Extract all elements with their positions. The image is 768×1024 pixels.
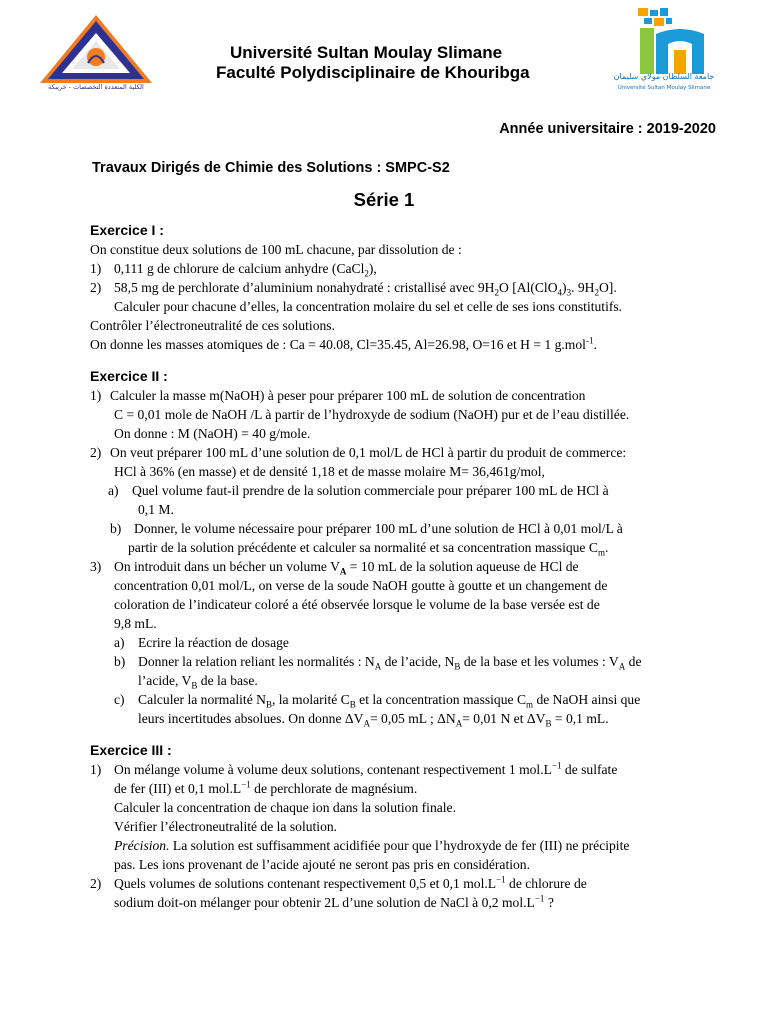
left-logo-text: الكلية المتعددة التخصصات - خريبكة [48, 83, 144, 91]
ex2-q3-line3: coloration de l’indicateur coloré a été observée lorsque le volume de la base versée est de [114, 597, 600, 612]
ex2-q3b-line2: l’acide, $V_B$ de la base. [138, 673, 258, 691]
ex1-intro: On constitue deux solutions de 100 mL chacune, par dissolution de : [90, 242, 462, 257]
ex3-q1-line2: de fer (III) et 0,1 $mol.L^{-1}$ de perchlorate de magnésium. [114, 779, 418, 796]
ex3-q1-line1: 1) On mélange volume à volume deux solutions, contenant respectivement 1 $mol.L^{-1}$ de sulfate [90, 760, 618, 777]
faculty-name: Faculté Polydisciplinaire de Khouribga [216, 63, 530, 82]
exercise-1-title: Exercice I : [90, 222, 164, 238]
academic-year: Année universitaire : 2019-2020 [499, 121, 716, 137]
ex2-q3a: a) Ecrire la réaction de dosage [114, 635, 289, 650]
ex3-q1-line5: Précision. La solution est suffisamment acidifiée pour que l’hydroxyde de fer (III) ne précipite [114, 838, 630, 853]
ex3-q1-line3: Calculer la concentration de chaque ion dans la solution finale. [114, 800, 456, 815]
exercise-1 [90, 240, 730, 354]
ex2-q1-line3: On donne : M (NaOH) = 40 g/mole. [114, 426, 311, 441]
ex1-calc: Calculer pour chacune d’elles, la concentration molaire du sel et celle de ses ions constitutifs. [114, 299, 623, 314]
exercise-2-title: Exercice II : [90, 368, 168, 384]
right-logo-text-fr: Université Sultan Moulay Slimane [617, 85, 711, 91]
ex2-q1-line2: C = 0,01 mole de NaOH /L à partir de l’hydroxyde de sodium (NaOH) pur et de l’eau distillée. [114, 407, 630, 422]
ex2-q3c-line1: c) Calculer la normalité $N_B$, la molarité $C_B$ et la concentration massique $C_m$ de NaOH ainsi que [114, 692, 641, 710]
university-logo [600, 6, 728, 96]
ex1-item-1: 1) 0,111 g de chlorure de calcium anhydre (CaCl$_2$), [90, 261, 377, 279]
exercise-3-title: Exercice III : [90, 742, 172, 758]
right-logo-text-ar: جامعة السلطان مولاي سليمان [613, 72, 715, 81]
ex2-q1-line1: 1) Calculer la masse m(NaOH) à peser pour préparer 100 mL de solution de concentration [90, 388, 586, 403]
ex2-q3-line2: concentration 0,01 mol/L, on verse de la soude NaOH goutte à goutte et un changement de [114, 578, 608, 593]
exercise-2 [90, 386, 730, 728]
exercise-3 [90, 760, 730, 912]
ex2-q2b-line2: partir de la solution précédente et calculer sa normalité et sa concentration massique $C_m$. [128, 540, 609, 558]
university-name: Université Sultan Moulay Slimane [230, 43, 503, 62]
ex3-q2-line2: sodium doit-on mélanger pour obtenir 2L d’une solution de NaCl à 0,2 $mol.L^{-1}$ ? [114, 893, 554, 910]
ex2-q3b-line1: b) Donner la relation reliant les normalités : $N_A$ de l’acide, $N_B$ de la base et les volumes : $V_A$ de [114, 654, 642, 672]
serie-title: Série 1 [353, 189, 415, 210]
ex3-q1-line4: Vérifier l’électroneutralité de la solution. [114, 819, 338, 834]
faculty-logo [38, 13, 154, 97]
ex2-q2b-line1: b) Donner, le volume nécessaire pour préparer 100 mL d’une solution de HCl à 0,01 mol/L à [110, 521, 623, 536]
ex3-q1-line6: pas. Les ions provenant de l’acide ajouté ne seront pas pris en considération. [114, 857, 530, 872]
ex2-q3-line4: 9,8 mL. [114, 616, 157, 631]
ex1-item-2: 2) 58,5 mg de perchlorate d’aluminium nonahydraté : cristallisé avec $9H_2O$ [$Al(ClO_4)_3$. $9H_2O$]. [90, 280, 617, 298]
ex2-q2-line2: HCl à 36% (en masse) et de densité 1,18 et de masse molaire M= 36,461g/mol, [114, 464, 545, 479]
ex2-q2a-line2: 0,1 M. [138, 502, 174, 517]
ex1-control: Contrôler l’électroneutralité de ces solutions. [90, 318, 335, 333]
td-title: Travaux Dirigés de Chimie des Solutions : SMPC-S2 [92, 160, 450, 176]
ex2-q2a-line1: a) Quel volume faut-il prendre de la solution commerciale pour préparer 100 mL de HCl à [108, 483, 609, 498]
ex2-q3-line1: 3) On introduit dans un bécher un volume $V_A = 10$ mL de la solution aqueuse de HCl de [90, 559, 579, 577]
ex1-masses: On donne les masses atomiques de : Ca = 40.08, Cl=35.45, Al=26.98, O=16 et H = 1 g.mol$^{-1}$. [90, 335, 597, 352]
ex2-q2-line1: 2) On veut préparer 100 mL d’une solution de 0,1 mol/L de HCl à partir du produit de commerce: [90, 445, 627, 460]
ex3-q2-line1: 2) Quels volumes de solutions contenant respectivement 0,5 et 0,1 $mol.L^{-1}$ de chlorure de [90, 874, 587, 891]
ex2-q3c-line2: leurs incertitudes absolues. On donne $\Delta V_A= 0,05$ mL ; $\Delta N_A= 0,01$ N et $\Delta V_B = 0,1$ mL. [138, 711, 609, 729]
